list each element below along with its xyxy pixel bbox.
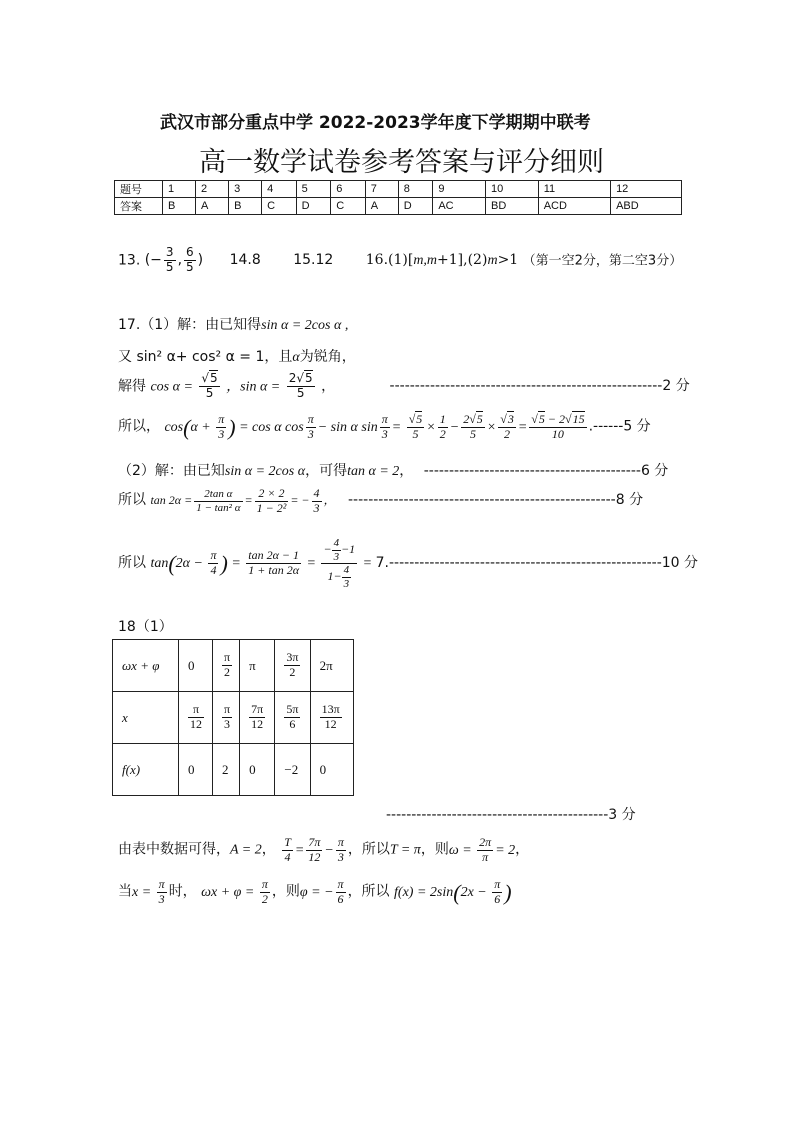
q13-label: 13. [118, 252, 141, 269]
q18-value-table [112, 639, 354, 796]
table-cell: 0 [179, 744, 213, 796]
score-mark: ------------------------------------------------------2 分 [389, 378, 690, 395]
table-cell: 0 [179, 640, 213, 692]
q13-answer: (− $\frac{3}{5}$ , $\frac{6}{5}$ ) [144, 245, 204, 274]
table-cell: ABD [611, 198, 682, 215]
row-header: x [113, 692, 179, 744]
q17-line-5: （2）解：由已知sin α = 2cos α，可得tan α = 2， -------------------------------------------6 分 [118, 463, 669, 479]
table-cell: A [196, 198, 229, 215]
table-cell: AC [433, 198, 486, 215]
q18-label: 18（1） [118, 619, 173, 635]
q17-line-1: 17.（1）解：由已知得sin α = 2cos α , [118, 317, 349, 333]
q17-line-7: 所以 tan(2α − $\frac{\pi}{4}$ ) = $\frac{\tan 2\alpha - 1}{1 + \tan 2\alpha}$ = − $\frac{4}{3}$ −1 1− $\frac{4}{3}$ = 7.------------------------------------------------------10 分 [118, 537, 699, 590]
table-cell: 3 [229, 181, 262, 198]
q17-line-2: 又 sin² α+ cos² α = 1，且α为锐角， [118, 349, 356, 365]
q17-line-3: 解得 cos α = $\frac{√5}{5}$ ，sin α = $\frac{2√5}{5}$ ， ------------------------------------------------------2 分 [118, 371, 690, 400]
table-cell: $\frac{7\pi}{12}$ [240, 692, 275, 744]
q18-line-2: 当x = $\frac{\pi}{3}$ 时， ωx + φ = $\frac{\pi}{2}$ ，则φ = − $\frac{\pi}{6}$ ，所以 f(x) = 2sin(2x − $\frac{\pi}{6}$ ) [118, 877, 512, 906]
table-cell: 5 [296, 181, 331, 198]
score-mark: 7.------------------------------------------------------10 分 [375, 555, 699, 571]
table-cell: 2 [213, 744, 240, 796]
q16-answer: 16.(1)[m,m+1],(2)m>1 [365, 252, 519, 269]
table-cell: 7 [365, 181, 398, 198]
table-cell: 0 [240, 744, 275, 796]
q17-line-6: 所以 tan 2α = $\frac{\text{2tan α}}{\text{1 − tan² α}}$ = $\frac{2 \times 2}{\text{1 − 2²}}$ = − $\frac{4}{3}$ ， -----------------------------------------------------8 分 [118, 486, 644, 515]
row-header: f(x) [113, 744, 179, 796]
table-cell: D [296, 198, 331, 215]
q17-line-4: 所以， cos(α + $\frac{\pi}{3}$ ) = cos α cos $\frac{\pi}{3}$ − sin α sin $\frac{\pi}{3}$ = $\frac{√5}{5}$ × $\frac{1}{2}$ − $\frac{2√5}{5}$ × $\frac{√3}{2}$ = $\frac{√5 - 2√15}{10}$ .------5 分 [118, 412, 651, 441]
row-label: 答案 [115, 198, 163, 215]
table-cell: 1 [163, 181, 196, 198]
question-number-row [115, 181, 682, 198]
table-cell: ACD [538, 198, 610, 215]
q16-note: （第一空2分，第二空3分） [522, 253, 683, 269]
table-cell: $\frac{\pi}{2}$ [213, 640, 240, 692]
table-cell: $\frac{\pi}{3}$ [213, 692, 240, 744]
q15-answer: 15.12 [293, 252, 334, 269]
table-cell: −2 [275, 744, 310, 796]
score-mark: .------5 分 [588, 418, 651, 435]
table-cell: 2π [310, 640, 353, 692]
q14-answer: 14.8 [229, 252, 261, 269]
table-cell: BD [486, 198, 539, 215]
answer-table [114, 180, 682, 215]
table-cell: 6 [331, 181, 366, 198]
table-cell: 11 [538, 181, 610, 198]
table-cell: A [365, 198, 398, 215]
fill-in-answers [118, 246, 682, 275]
table-cell: 2 [196, 181, 229, 198]
exam-title: 武汉市部分重点中学 2022-2023学年度下学期期中联考 [160, 113, 591, 133]
table-cell: B [163, 198, 196, 215]
score-mark: -------------------------------------------6 分 [423, 463, 669, 479]
table-cell: D [398, 198, 433, 215]
table-cell: 4 [262, 181, 297, 198]
table-row [113, 744, 354, 796]
table-cell: 10 [486, 181, 539, 198]
table-cell: $\frac{13\pi}{12}$ [310, 692, 353, 744]
table-cell: 12 [611, 181, 682, 198]
row-label: 题号 [115, 181, 163, 198]
score-mark: -----------------------------------------------------8 分 [347, 492, 644, 509]
q18-line-1: 由表中数据可得，A = 2， $\frac{T}{4}$ = $\frac{7\pi}{12}$ − $\frac{\pi}{3}$ ，所以T = π，则ω = $\frac{2\pi}{\pi}$ = 2， [118, 835, 530, 864]
table-cell: $\frac{5\pi}{6}$ [275, 692, 310, 744]
table-cell: 9 [433, 181, 486, 198]
table-cell: C [331, 198, 366, 215]
table-cell: 8 [398, 181, 433, 198]
table-cell: π [240, 640, 275, 692]
table-cell: $\frac{3\pi}{2}$ [275, 640, 310, 692]
table-cell: 0 [310, 744, 353, 796]
table-row [113, 692, 354, 744]
row-header: ωx + φ [113, 640, 179, 692]
table-cell: C [262, 198, 297, 215]
table-cell: $\frac{\pi}{12}$ [179, 692, 213, 744]
answer-row [115, 198, 682, 215]
table-row [113, 640, 354, 692]
table-cell: B [229, 198, 262, 215]
score-mark: --------------------------------------------3 分 [386, 807, 636, 823]
answer-key-title: 高一数学试卷参考答案与评分细则 [199, 147, 604, 178]
